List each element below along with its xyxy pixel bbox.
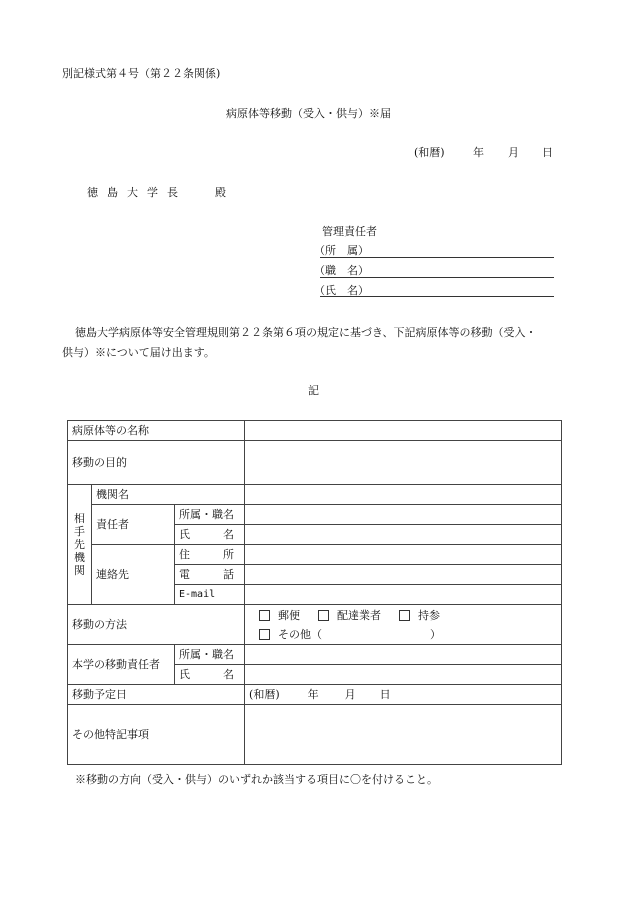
ki-heading: 記 bbox=[308, 384, 319, 397]
email-value[interactable] bbox=[245, 585, 562, 605]
address-value[interactable] bbox=[245, 545, 562, 565]
date-month: 月 bbox=[508, 146, 519, 159]
address-label: 住 所 bbox=[175, 545, 245, 565]
checkbox-icon[interactable] bbox=[318, 610, 329, 621]
manager-name-line[interactable] bbox=[320, 296, 554, 297]
row-univ-responsible-affil bbox=[68, 645, 562, 665]
pathogen-name-label: 病原体等の名称 bbox=[68, 421, 245, 441]
pathogen-name-value[interactable] bbox=[245, 421, 562, 441]
title-text: 病原体等移動（受入・供与） bbox=[226, 107, 369, 120]
org-name-label: 機関名 bbox=[92, 485, 245, 505]
date-day: 日 bbox=[542, 146, 553, 159]
org-name-value[interactable] bbox=[245, 485, 562, 505]
addressee-name: 徳島大学長 bbox=[87, 186, 187, 199]
manager-affiliation-label: （所 属） bbox=[314, 244, 369, 257]
univ-responsible-label: 本学の移動責任者 bbox=[68, 645, 175, 685]
notification-table bbox=[67, 420, 562, 765]
body-line-1: 徳島大学病原体等安全管理規則第２２条第６項の規定に基づき、下記病原体等の移動（受入・ bbox=[75, 326, 537, 339]
univ-responsible-affil-value[interactable] bbox=[245, 645, 562, 665]
partner-char: 手 bbox=[74, 525, 85, 538]
responsible-affil-value[interactable] bbox=[245, 505, 562, 525]
name-label: 氏 名 bbox=[175, 525, 245, 545]
scheduled-date-label: 移動予定日 bbox=[68, 685, 245, 705]
method-label: 移動の方法 bbox=[68, 605, 245, 645]
date-year: 年 bbox=[473, 146, 484, 159]
purpose-label: 移動の目的 bbox=[68, 441, 245, 485]
method-other[interactable]: その他（ bbox=[259, 628, 322, 641]
method-bring[interactable]: 持参 bbox=[399, 609, 440, 622]
method-courier[interactable]: 配達業者 bbox=[318, 609, 381, 622]
special-notes-value[interactable] bbox=[245, 705, 562, 765]
partner-char: 機 bbox=[74, 551, 85, 564]
form-code: 別記様式第４号（第２２条関係) bbox=[62, 67, 221, 80]
scheduled-date-value[interactable]: (和暦) 年 月 日 bbox=[245, 685, 562, 705]
partner-char: 関 bbox=[74, 564, 85, 577]
manager-position-label: （職 名） bbox=[314, 264, 369, 277]
row-responsible-affil bbox=[68, 505, 562, 525]
method-options bbox=[245, 605, 562, 645]
footnote: ※移動の方向（受入・供与）のいずれか該当する項目に〇を付けること。 bbox=[75, 773, 438, 786]
special-notes-label: その他特記事項 bbox=[68, 705, 245, 765]
univ-responsible-name-value[interactable] bbox=[245, 665, 562, 685]
manager-heading: 管理責任者 bbox=[322, 225, 377, 238]
addressee-honorific: 殿 bbox=[215, 186, 226, 199]
partner-label bbox=[68, 485, 92, 605]
affil-position-label: 所属・職名 bbox=[175, 505, 245, 525]
phone-label: 電 話 bbox=[175, 565, 245, 585]
partner-char: 相 bbox=[74, 512, 85, 525]
row-special-notes bbox=[68, 705, 562, 765]
phone-value[interactable] bbox=[245, 565, 562, 585]
manager-position-line[interactable] bbox=[320, 277, 554, 278]
manager-affiliation-line[interactable] bbox=[320, 257, 554, 258]
univ-affil-position-label: 所属・職名 bbox=[175, 645, 245, 665]
row-pathogen-name bbox=[68, 421, 562, 441]
row-purpose bbox=[68, 441, 562, 485]
purpose-value[interactable] bbox=[245, 441, 562, 485]
manager-name-label: （氏 名） bbox=[314, 284, 369, 297]
checkbox-icon[interactable] bbox=[399, 610, 410, 621]
responsible-name-value[interactable] bbox=[245, 525, 562, 545]
email-label: E-mail bbox=[175, 585, 245, 605]
row-contact-address bbox=[68, 545, 562, 565]
body-line-2: 供与）※について届け出ます。 bbox=[62, 346, 215, 359]
title-note: ※届 bbox=[369, 107, 391, 120]
univ-name-label: 氏 名 bbox=[175, 665, 245, 685]
row-method bbox=[68, 605, 562, 645]
contact-label: 連絡先 bbox=[92, 545, 175, 605]
method-other-close: ） bbox=[430, 627, 442, 641]
document-title bbox=[226, 107, 391, 121]
responsible-label: 責任者 bbox=[92, 505, 175, 545]
date-era: (和暦) bbox=[414, 146, 445, 159]
row-org-name bbox=[68, 485, 562, 505]
partner-char: 先 bbox=[74, 538, 85, 551]
method-post[interactable]: 郵便 bbox=[259, 609, 300, 622]
checkbox-icon[interactable] bbox=[259, 610, 270, 621]
row-scheduled-date bbox=[68, 685, 562, 705]
checkbox-icon[interactable] bbox=[259, 629, 270, 640]
